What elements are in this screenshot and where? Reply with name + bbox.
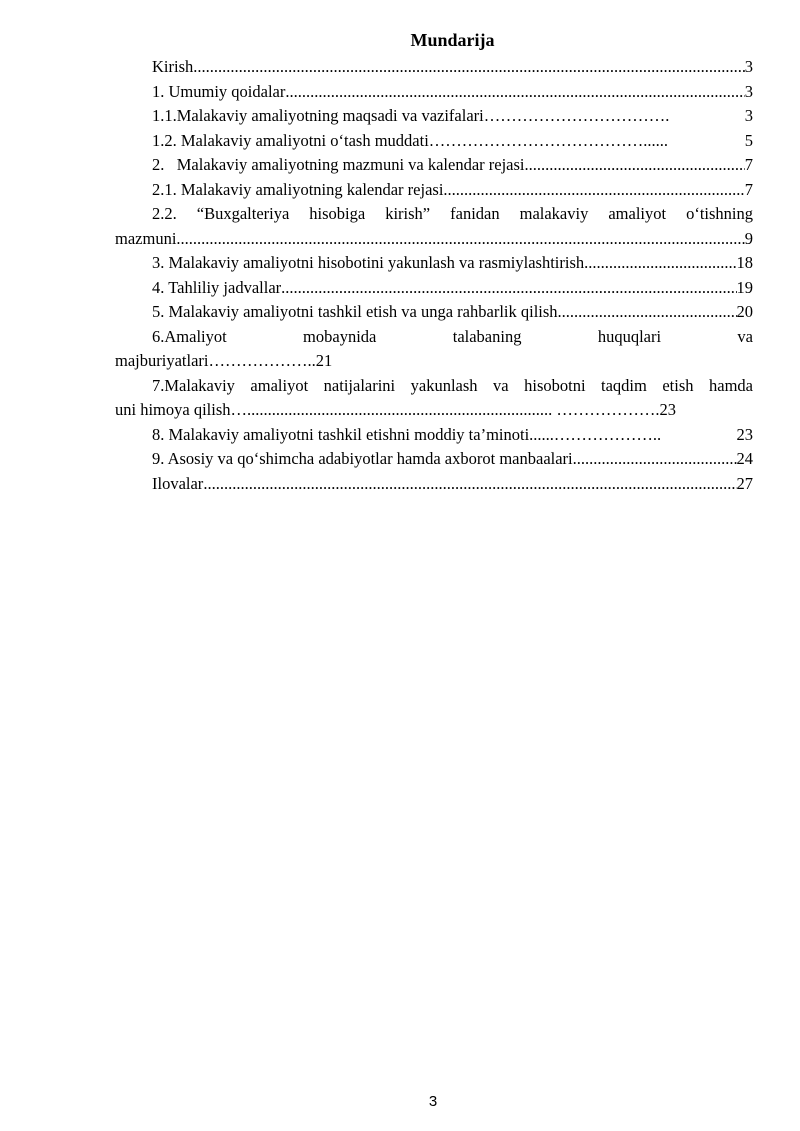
toc-page-number: 9	[744, 228, 753, 248]
toc-entry[interactable]	[115, 325, 753, 374]
toc-leader	[176, 227, 744, 252]
toc-entry[interactable]	[115, 276, 753, 301]
toc-entry-text: 7.Malakaviy amaliyot natijalarini yakunlash va hisobotni taqdim etish hamda	[152, 375, 753, 395]
toc-leader	[203, 472, 736, 497]
toc-entry-text: 6.Amaliyot mobaynida talabaning huquqlari va	[152, 326, 753, 346]
toc-page-number: 20	[736, 302, 753, 321]
toc-entry[interactable]	[115, 178, 753, 203]
toc-page-number: 5	[744, 130, 753, 150]
toc-entry-text: 9. Asosiy va qo‘shimcha adabiyotlar hamda axborot manbaalari	[152, 449, 573, 468]
toc-entry-text: 8. Malakaviy amaliyotni tashkil etishni moddiy ta’minoti	[152, 424, 530, 444]
toc-leader	[584, 251, 736, 276]
toc-entry-text: Kirish	[152, 57, 194, 76]
toc-entry[interactable]	[115, 153, 753, 178]
toc-page-number: 7	[744, 155, 753, 174]
toc-page-number: 23	[736, 424, 753, 444]
toc-entry[interactable]	[115, 447, 753, 472]
toc-entry-text: 1. Umumiy qoidalar	[152, 81, 286, 101]
toc-entry-text: 2.1. Malakaviy amaliyotning kalendar rejasi	[152, 179, 444, 199]
toc-entry-text: 1.2. Malakaviy amaliyotni o‘tash muddati	[152, 130, 429, 150]
toc-entry-text: 2.2. “Buxgalteriya hisobiga kirish” fanidan malakaviy amaliyot o‘tishning	[152, 204, 753, 223]
toc-leader	[193, 55, 745, 80]
toc-title: Mundarija	[410, 30, 495, 50]
toc-entry[interactable]	[115, 202, 753, 251]
toc-entry[interactable]	[115, 423, 753, 448]
toc-entry[interactable]	[115, 55, 753, 80]
toc-page-number: 19	[736, 277, 753, 297]
toc-entry-text: 1.1.Malakaviy amaliyotning maqsadi va vazifalari	[152, 106, 484, 125]
toc-leader	[558, 300, 737, 325]
toc-page-number: 3	[744, 106, 753, 125]
page-number: 3	[428, 1093, 438, 1110]
toc-entry[interactable]	[115, 472, 753, 497]
toc-entry-text: 3. Malakaviy amaliyotni hisobotini yakunlash va rasmiylashtirish	[152, 253, 585, 272]
toc-entry[interactable]	[115, 374, 753, 423]
toc-leader	[285, 80, 744, 105]
toc-entry-text: 5. Malakaviy amaliyotni tashkil etish va unga rahbarlik qilish	[152, 302, 558, 321]
toc-page-number: 24	[736, 449, 753, 468]
toc-page-number: 7	[744, 179, 753, 199]
toc-leader: ......………………..	[529, 424, 662, 444]
toc-entry[interactable]	[115, 129, 753, 154]
toc-leader	[573, 447, 737, 472]
toc-leader	[281, 276, 736, 301]
toc-entry-text: uni himoya qilish….......................................................................... ……………….23	[115, 400, 676, 419]
toc-leader	[525, 153, 745, 178]
toc-page-number: 18	[736, 253, 753, 272]
toc-entry[interactable]	[115, 300, 753, 325]
toc-entry[interactable]	[115, 104, 753, 129]
toc-entry-text: mazmuni	[115, 228, 177, 248]
toc-leader	[443, 178, 744, 203]
toc-entry-text: majburiyatlari………………..21	[115, 351, 333, 370]
toc-entry[interactable]	[115, 251, 753, 276]
toc-leader: …………………………….	[483, 106, 670, 125]
toc-entry-text: 2. Malakaviy amaliyotning mazmuni va kalendar rejasi	[152, 155, 525, 174]
toc-entry[interactable]	[115, 80, 753, 105]
toc-entry-text: 4. Tahliliy jadvallar	[152, 277, 282, 297]
toc-page-number: 3	[744, 81, 753, 101]
toc-page-number: 3	[744, 57, 753, 76]
toc-leader: …………………………………......	[428, 130, 669, 150]
toc-entry-text: Ilovalar	[152, 473, 204, 493]
table-of-contents	[115, 55, 753, 496]
toc-page-number: 27	[736, 473, 753, 493]
